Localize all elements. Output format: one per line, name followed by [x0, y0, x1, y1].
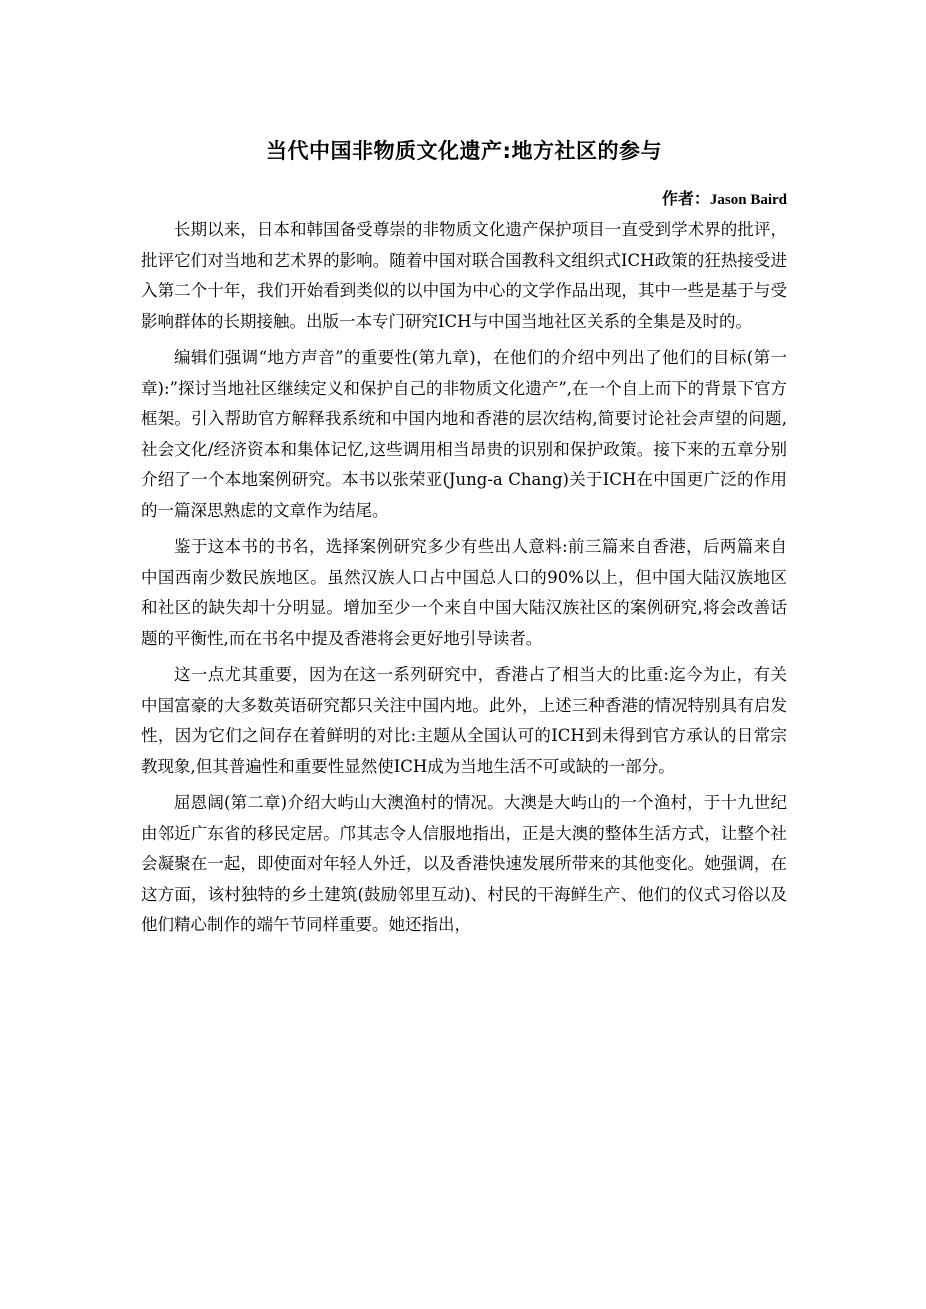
author-line	[141, 188, 787, 211]
paragraph: 这一点尤其重要，因为在这一系列研究中，香港占了相当大的比重:迄今为止，有关中国富豪的大多数英语研究都只关注中国内地。此外，上述三种香港的情况特别具有启发性，因为它们之间存在着鲜明的对比:主题从全国认可的ICH到未得到官方承认的日常宗教现象,但其普遍性和重要性显然使ICH成为当地生活不可或缺的一部分。	[141, 665, 787, 776]
paragraph: 鉴于这本书的书名，选择案例研究多少有些出人意料:前三篇来自香港，后两篇来自中国西南少数民族地区。虽然汉族人口占中国总人口的90%以上，但中国大陆汉族地区和社区的缺失却十分明显。增加至少一个来自中国大陆汉族社区的案例研究,将会改善话题的平衡性,而在书名中提及香港将会更好地引导读者。	[141, 537, 787, 648]
paragraph: 长期以来，日本和韩国备受尊崇的非物质文化遗产保护项目一直受到学术界的批评，批评它们对当地和艺术界的影响。随着中国对联合国教科文组织式ICH政策的狂热接受进入第二个十年，我们开始看到类似的以中国为中心的文学作品出现，其中一些是基于与受影响群体的长期接触。出版一本专门研究ICH与中国当地社区关系的全集是及时的。	[141, 220, 787, 331]
author-label: 作者：	[661, 189, 710, 208]
article-body	[141, 215, 787, 941]
document-page	[141, 134, 787, 941]
author-name: Jason Baird	[709, 192, 787, 208]
paragraph: 屈恩阔(第二章)介绍大屿山大澳渔村的情况。大澳是大屿山的一个渔村，于十九世纪由邻近广东省的移民定居。邝其志令人信服地指出，正是大澳的整体生活方式，让整个社会凝聚在一起，即使面对年轻人外迁，以及香港快速发展所带来的其他变化。她强调，在这方面，该村独特的乡土建筑(鼓励邻里互动)、村民的干海鲜生产、他们的仪式习俗以及他们精心制作的端午节同样重要。她还指出，	[141, 793, 787, 934]
article-title: 当代中国非物质文化遗产:地方社区的参与	[266, 139, 662, 163]
paragraph: 编辑们强调“地方声音”的重要性(第九章)，在他们的介绍中列出了他们的目标(第一章):”探讨当地社区继续定义和保护自己的非物质文化遗产”,在一个自上而下的背景下官方框架。引入帮助官方解释我系统和中国内地和香港的层次结构,简要讨论社会声望的问题,社会文化/经济资本和集体记忆,这些调用相当昂贵的识别和保护政策。接下来的五章分别介绍了一个本地案例研究。本书以张荣亚(Jung-a Chang)关于ICH在中国更广泛的作用的一篇深思熟虑的文章作为结尾。	[141, 348, 787, 520]
